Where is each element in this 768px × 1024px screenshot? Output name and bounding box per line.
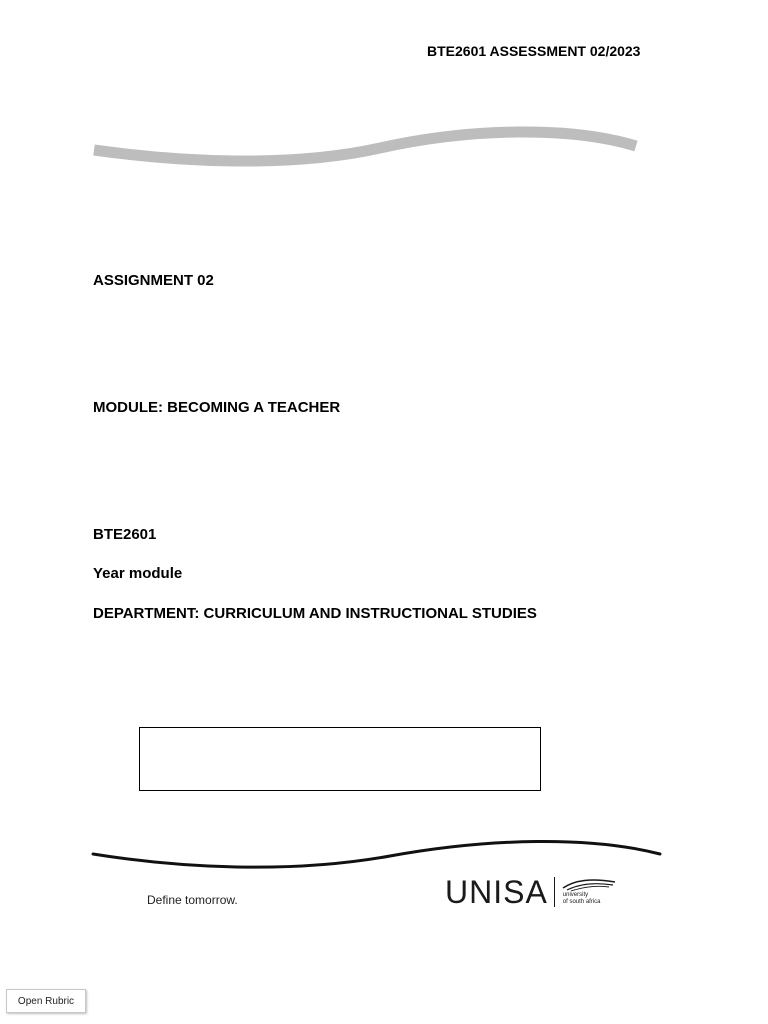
unisa-tagline: Define tomorrow. [147,893,238,907]
unisa-logo [445,872,621,912]
module-duration: Year module [93,565,183,582]
open-rubric-button[interactable]: Open Rubric [6,989,86,1013]
unisa-logo-wordmark: UNISA [445,874,548,910]
department-title: DEPARTMENT: CURRICULUM AND INSTRUCTIONAL STUDIES [93,605,537,622]
top-decorative-wave [90,120,650,180]
swoosh-icon [561,876,617,892]
assignment-title: ASSIGNMENT 02 [93,272,214,289]
logo-divider [554,877,555,907]
assessment-reference: BTE2601 ASSESSMENT 02/2023 [427,43,641,59]
blank-info-box [139,727,541,791]
logo-subtitle-line2: of south africa [562,899,601,905]
logo-emblem [561,872,621,912]
logo-subtitle [563,892,601,906]
module-title: MODULE: BECOMING A TEACHER [93,399,341,416]
logo-subtitle-line1: university [562,892,589,898]
module-code: BTE2601 [93,526,157,543]
